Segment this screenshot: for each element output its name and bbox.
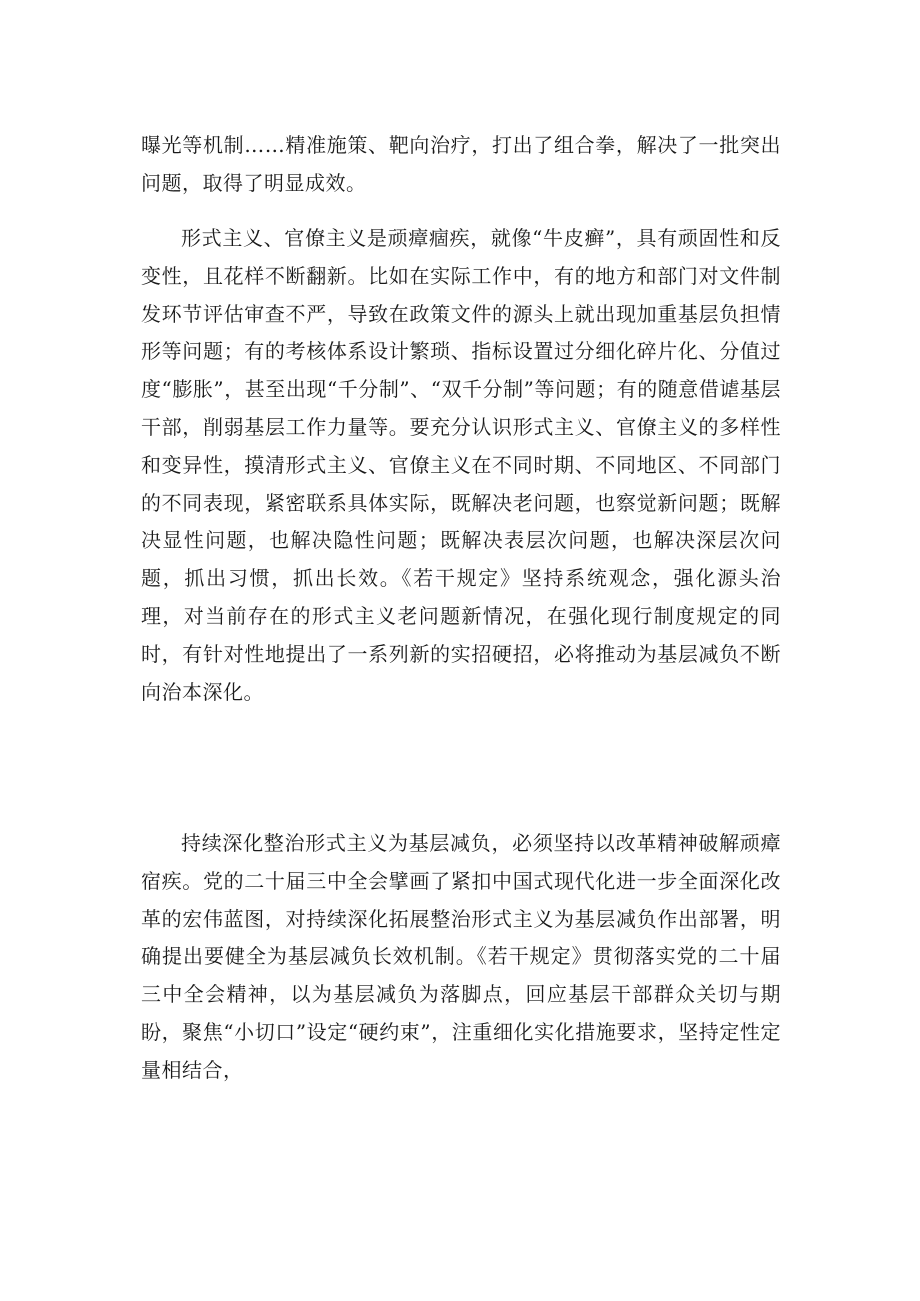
paragraph-continued: 曝光等机制……精准施策、靶向治疗，打出了组合拳，解决了一批突出问题，取得了明显成效。 [141, 133, 781, 195]
paragraph-reform-spirit: 持续深化整治形式主义为基层减负，必须坚持以改革精神破解顽瘴宿疾。党的二十届三中全会擘画了紧扣中国式现代化进一步全面深化改革的宏伟蓝图，对持续深化拓展整治形式主义为基层减负作出部署，明确提出要健全为基层减负长效机制。《若干规定》贯彻落实党的二十届三中全会精神，以为基层减负为落脚点，回应基层干部群众关切与期盼，聚焦“小切口”设定“硬约束”，注重细化实化措施要求，坚持定性定量相结合， [141, 831, 781, 1082]
paragraph-formalism-characteristics: 形式主义、官僚主义是顽瘴痼疾，就像“牛皮癣”，具有顽固性和反变性，且花样不断翻新。比如在实际工作中，有的地方和部门对文件制发环节评估审查不严，导致在政策文件的源头上就出现加重基层负担情形等问题；有的考核体系设计繁琐、指标设置过分细化碎片化、分值过度“膨胀”，甚至出现“千分制”、“双千分制”等问题；有的随意借谑基层干部，削弱基层工作力量等。要充分认识形式主义、官僚主义的多样性和变异性，摸清形式主义、官僚主义在不同时期、不同地区、不同部门的不同表现，紧密联系具体实际，既解决老问题，也察觉新问题；既解决显性问题，也解决隐性问题；既解决表层次问题，也解决深层次问题，抓出习惯，抓出长效。《若干规定》坚持系统观念，强化源头治理，对当前存在的形式主义老问题新情况，在强化现行制度规定的同时，有针对性地提出了一系列新的实招硬招，必将推动为基层减负不断向治本深化。 [141, 226, 781, 704]
